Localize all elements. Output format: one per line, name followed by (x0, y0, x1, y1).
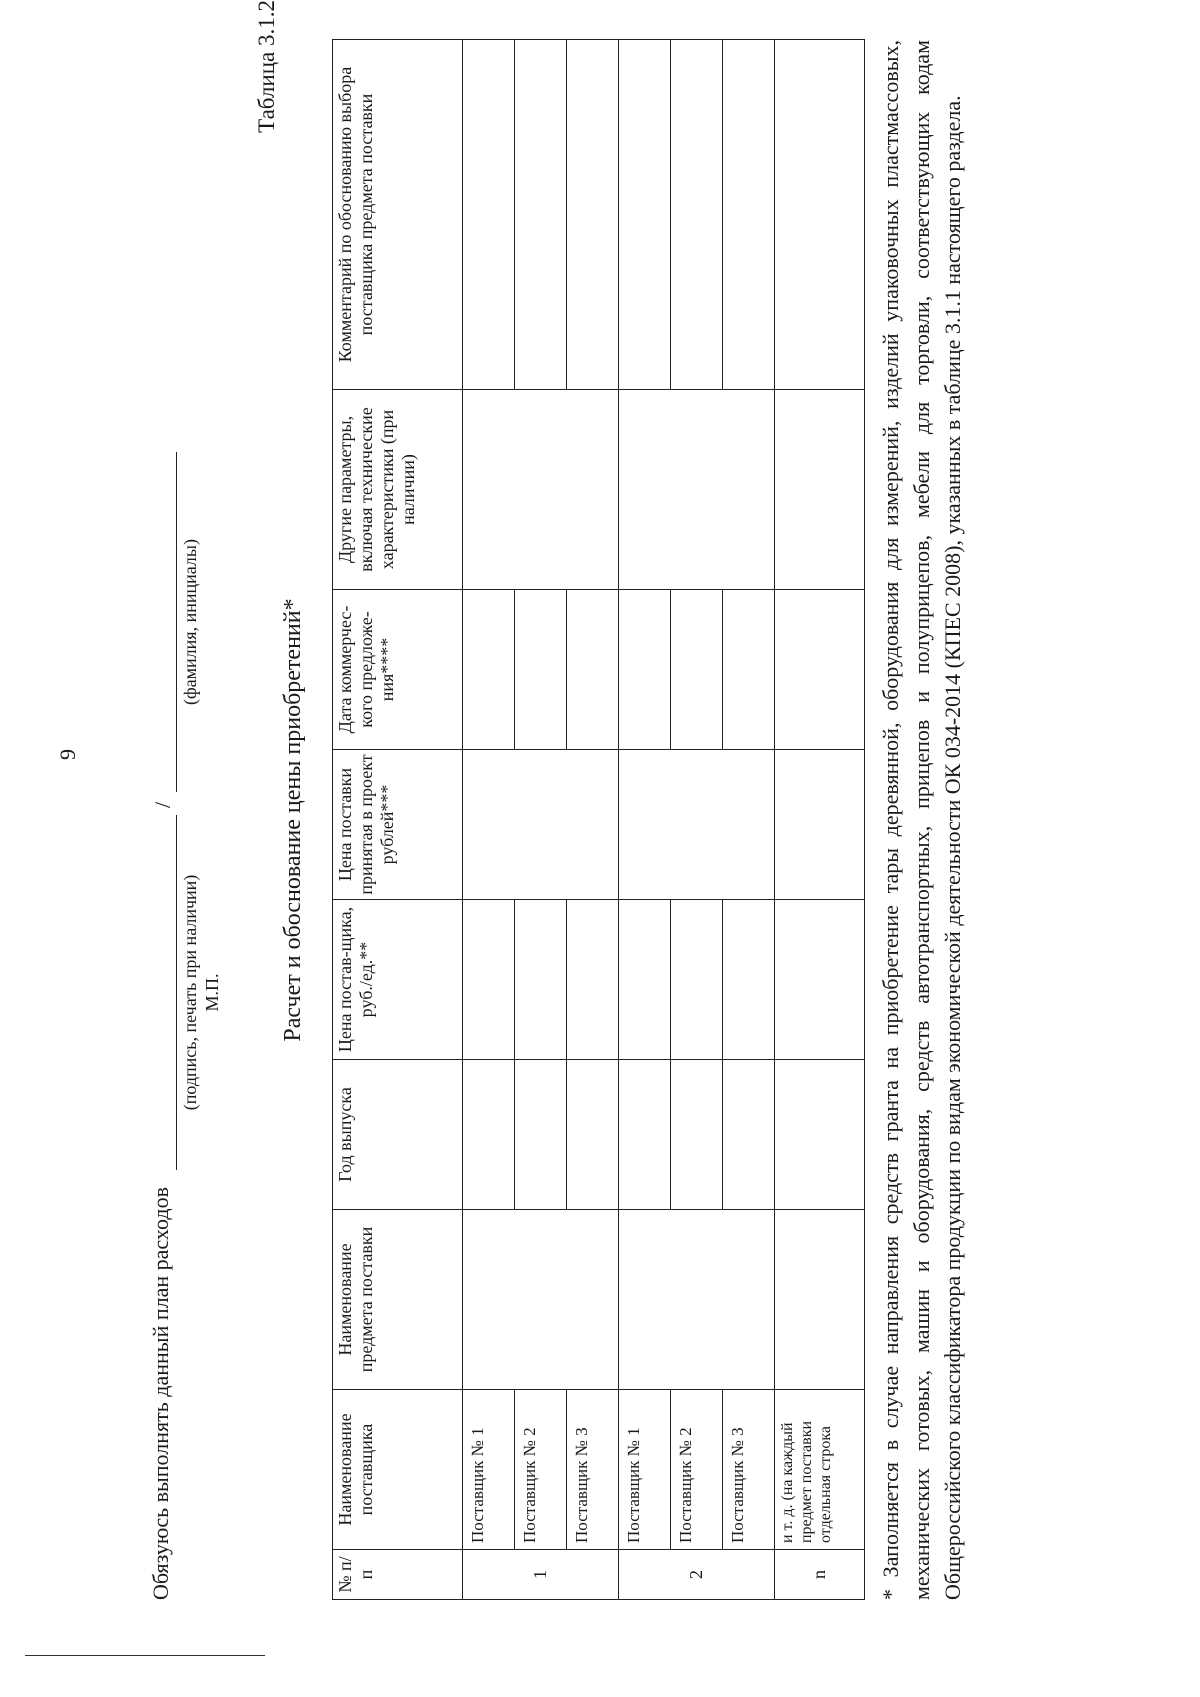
signature-separator: / (150, 801, 175, 808)
year-cell (567, 1060, 619, 1210)
comment-cell (463, 40, 515, 390)
accepted-price-cell (619, 750, 775, 900)
supplier-name: Поставщик № 1 (619, 1390, 671, 1550)
accepted-price-cell (775, 750, 865, 900)
offer-date-cell (567, 590, 619, 750)
header-supplier-price: Цена постав-щика, руб./ед.** (333, 900, 463, 1060)
item-cell (619, 1210, 775, 1390)
header-supplier: Наименование поставщика (333, 1390, 463, 1550)
year-cell (619, 1060, 671, 1210)
header-offer-date: Дата коммерчес-кого предложе-ния**** (333, 590, 463, 750)
year-cell (723, 1060, 775, 1210)
footnote: * Заполняется в случае направления средств гранта на приобретение тары деревянной, оборудования для измерений, изделий упаковочных пластмассовых, механических готовых, машин и оборудования, средств автотранспортных, прицепов и полуприцепов, мебели для торговли, соответствующих кодам Общероссийского классификатора продукции по видам экономической деятельности ОК 034-2014 (КПЕС 2008), указанных в таблице 3.1.1 настоящего раздела. (878, 40, 965, 1600)
supplier-name: Поставщик № 2 (671, 1390, 723, 1550)
supplier-price-cell (515, 900, 567, 1060)
bottom-rule (25, 1655, 265, 1656)
header-accepted-price: Цена поставки принятая в проект рублей*** (333, 750, 463, 900)
supplier-price-cell (567, 900, 619, 1060)
year-cell (515, 1060, 567, 1210)
table-row (619, 40, 671, 1600)
year-cell (671, 1060, 723, 1210)
table-title: Расчет и обоснование цены приобретений* (280, 598, 306, 1042)
row-number: n (775, 1550, 865, 1600)
supplier-name: и т. д. (на каждый предмет поставки отдельная строка (775, 1390, 865, 1550)
header-item: Наименование предмета поставки (333, 1210, 463, 1390)
other-params-cell (775, 390, 865, 590)
other-params-cell (619, 390, 775, 590)
price-justification-table (332, 39, 865, 1600)
supplier-price-cell (775, 900, 865, 1060)
row-number: 2 (619, 1550, 775, 1600)
accepted-price-cell (463, 750, 619, 900)
table-label: Таблица 3.1.2 (254, 0, 279, 133)
table-header-row (333, 40, 463, 1600)
year-cell (463, 1060, 515, 1210)
table-row (463, 40, 515, 1600)
signature-caption: (подпись, печать при наличии) (180, 874, 200, 1111)
supplier-price-cell (463, 900, 515, 1060)
rotated-page-content (130, 0, 1190, 1600)
header-year: Год выпуска (333, 1060, 463, 1210)
supplier-name: Поставщик № 3 (723, 1390, 775, 1550)
header-other-params: Другие параметры, включая технические характеристики (при наличии) (333, 390, 463, 590)
offer-date-cell (463, 590, 515, 750)
table-row (775, 40, 865, 1600)
supplier-price-cell (671, 900, 723, 1060)
offer-date-cell (775, 590, 865, 750)
comment-cell (775, 40, 865, 390)
comment-cell (567, 40, 619, 390)
offer-date-cell (723, 590, 775, 750)
comment-cell (515, 40, 567, 390)
header-num: № п/п (333, 1550, 463, 1600)
comment-cell (619, 40, 671, 390)
item-cell (463, 1210, 619, 1390)
supplier-price-cell (723, 900, 775, 1060)
signature-line (176, 815, 177, 1170)
supplier-name: Поставщик № 1 (463, 1390, 515, 1550)
item-cell (775, 1210, 865, 1390)
supplier-name: Поставщик № 2 (515, 1390, 567, 1550)
page-number: 9 (55, 749, 80, 760)
comment-cell (671, 40, 723, 390)
pledge-text: Обязуюсь выполнять данный план расходов (148, 1187, 173, 1600)
stamp-label: М.П. (202, 973, 222, 1012)
header-comment: Комментарий по обоснованию выбора поставщика предмета поставки (333, 40, 463, 390)
supplier-price-cell (619, 900, 671, 1060)
other-params-cell (463, 390, 619, 590)
year-cell (775, 1060, 865, 1210)
name-line (176, 452, 177, 792)
supplier-name: Поставщик № 3 (567, 1390, 619, 1550)
offer-date-cell (671, 590, 723, 750)
offer-date-cell (515, 590, 567, 750)
name-caption: (фамилия, инициалы) (180, 539, 200, 705)
comment-cell (723, 40, 775, 390)
offer-date-cell (619, 590, 671, 750)
row-number: 1 (463, 1550, 619, 1600)
